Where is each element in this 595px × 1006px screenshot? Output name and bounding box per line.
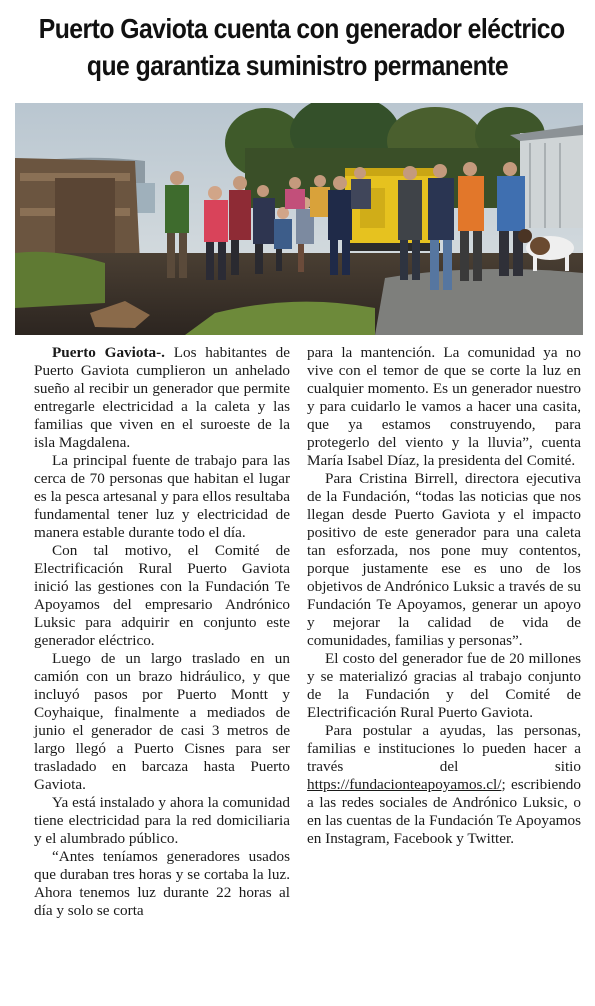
article-column-1 (34, 344, 290, 920)
paragraph-6-start: “Antes teníamos generadores usados que duraban tres horas y se cortaba la luz. Ahora tenemos luz durante 22 horas al día y solo se corta (34, 848, 290, 919)
paragraph-1-text: Los habitantes de Puerto Gaviota cumplieron un anhelado sueño al recibir un generador que permite entregarle electricidad a la caleta y las familias que viven en el suroeste de la isla Magdalena. (34, 344, 290, 451)
headline-line-2: que garantiza suministro permanente (86, 50, 509, 81)
paragraph-5: Ya está instalado y ahora la comunidad tiene electricidad para la red domiciliaria y el alumbrado público. (34, 794, 290, 847)
paragraph-1 (34, 344, 290, 452)
paragraph-3: Con tal motivo, el Comité de Electrificación Rural Puerto Gaviota inició las gestiones con la Fundación Te Apoyamos del empresario Andrónico Luksic para adquirir en conjunto este generador eléctrico. (34, 542, 290, 649)
paragraph-7: Para Cristina Birrell, directora ejecutiva de la Fundación, “todas las noticias que nos llegan desde Puerto Gaviota y el impacto positivo de este generador para una caleta tan esforzada, nos pone muy contentos, porque justamente ese es uno de los objetivos de Andrónico Luksic a través de su Fundación Te Apoyamos, generar un apoyo y mejorar la calidad de vida de comunidades, familias y personas”. (307, 470, 581, 649)
paragraph-9 (307, 722, 581, 848)
paragraph-9-text-end: ; escribiendo a las redes sociales de Andrónico Luksic, o en las cuentas de la Fundación Te Apoyamos en Instagram, Facebook y Twitter. (307, 776, 581, 847)
dateline: Puerto Gaviota-. (52, 344, 165, 361)
paragraph-8: El costo del generador fue de 20 millones y se materializó gracias al trabajo conjunto de la Fundación y del Comité de Electrificación Rural Puerto Gaviota. (307, 650, 581, 721)
headline (38, 10, 565, 84)
paragraph-6-continued: para la mantención. La comunidad ya no vive con el temor de que se corte la luz en cualquier momento. Es un generador nuestro y para cuidarlo le vamos a hacer una casita, que ya estamos construyendo, para protegerlo del viento y la lluvia”, cuenta María Isabel Díaz, la presidenta del Comité. (307, 344, 581, 469)
paragraph-4: Luego de un largo traslado en un camión con un brazo hidráulico, y que incluyó pasos por Puerto Montt y Coyhaique, finalmente a mediados de junio el generador de casi 3 metros de largo llegó a Puerto Cisnes para ser trasladado en barcaza hasta Puerto Gaviota. (34, 650, 290, 793)
headline-line-1: Puerto Gaviota cuenta con generador eléctrico (38, 13, 565, 44)
paragraph-9-text: Para postular a ayudas, las personas, familias e instituciones lo pueden hacer a través del sitio (307, 722, 581, 775)
foundation-website-link[interactable]: https://fundacionteapoyamos.cl/ (307, 776, 502, 793)
news-photo (15, 103, 583, 335)
article-column-2 (307, 344, 581, 848)
paragraph-2: La principal fuente de trabajo para las cerca de 70 personas que habitan el lugar es la pesca artesanal y para ellos resultaba fundamental tener luz y electricidad de manera estable durante todo el día. (34, 452, 290, 541)
